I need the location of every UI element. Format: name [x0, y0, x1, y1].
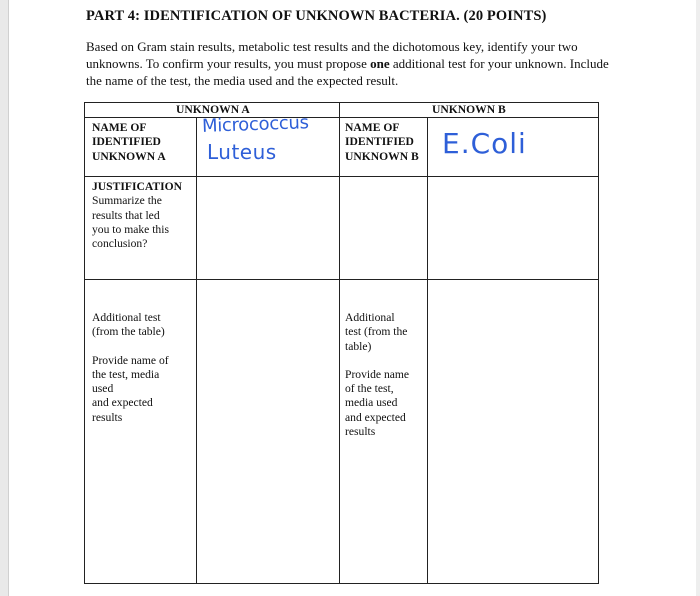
instructions-emphasis: one [370, 56, 390, 71]
additional-a-line: used [92, 382, 114, 396]
unknown-b-header: UNKNOWN B [432, 103, 506, 116]
additional-b-line: media used [345, 396, 398, 410]
justification-line: conclusion? [92, 237, 148, 251]
additional-b-line: Provide name [345, 367, 410, 381]
additional-a-line: results [92, 410, 123, 424]
additional-b-line: of the test, [345, 382, 394, 396]
additional-a-line: Provide name of [92, 353, 169, 367]
name-label-b [345, 121, 419, 164]
justification-label [92, 180, 182, 251]
handwritten-answer-a: Micrococcus [201, 112, 309, 137]
instructions-text-1: Based on Gram stain results, metabolic test results and the dichotomous key, identify your two unknowns. To confirm your results, you must propose [86, 39, 578, 71]
name-b-line: UNKNOWN B [345, 149, 419, 163]
name-b-line: NAME OF [345, 121, 400, 134]
additional-b-line: Additional [345, 311, 395, 324]
name-a-line: NAME OF [92, 121, 147, 134]
column-divider-center [339, 103, 340, 583]
identification-table [84, 102, 599, 584]
additional-test-label-b [345, 311, 409, 439]
page-left-edge [0, 0, 9, 596]
column-divider [196, 117, 197, 583]
justification-line: results that led [92, 208, 160, 222]
instructions-text-2: additional test for your unknown. Include the name of the test, the media used and the expected result. [86, 56, 609, 88]
justification-line: you to make this [92, 222, 169, 236]
unknown-a-header: UNKNOWN A [176, 103, 250, 116]
additional-b-line: results [345, 425, 376, 439]
additional-a-line: (from the table) [92, 325, 165, 339]
additional-a-line: and expected [92, 396, 153, 410]
justification-title: JUSTIFICATION [92, 180, 182, 193]
name-label-a [92, 121, 166, 164]
name-a-line: IDENTIFIED [92, 135, 161, 149]
name-a-line: UNKNOWN A [92, 149, 166, 163]
row-divider [85, 279, 598, 280]
name-b-line: IDENTIFIED [345, 135, 414, 149]
additional-b-line: test (from the [345, 325, 408, 339]
handwritten-answer-a-line2: Luteus [207, 140, 277, 164]
page-right-edge [696, 0, 700, 596]
row-divider [85, 117, 598, 118]
justification-line: Summarize the [92, 194, 162, 208]
handwritten-answer-b: E.Coli [442, 127, 527, 160]
additional-b-line: table) [345, 339, 372, 353]
page-title: PART 4: IDENTIFICATION OF UNKNOWN BACTERIA. (20 POINTS) [86, 8, 547, 24]
additional-b-line: and expected [345, 410, 406, 424]
additional-test-label-a [92, 311, 169, 425]
additional-a-line: the test, media [92, 367, 160, 381]
additional-a-line: Additional test [92, 311, 161, 324]
row-divider [85, 176, 598, 177]
instructions-paragraph [86, 38, 616, 89]
column-divider [427, 117, 428, 583]
